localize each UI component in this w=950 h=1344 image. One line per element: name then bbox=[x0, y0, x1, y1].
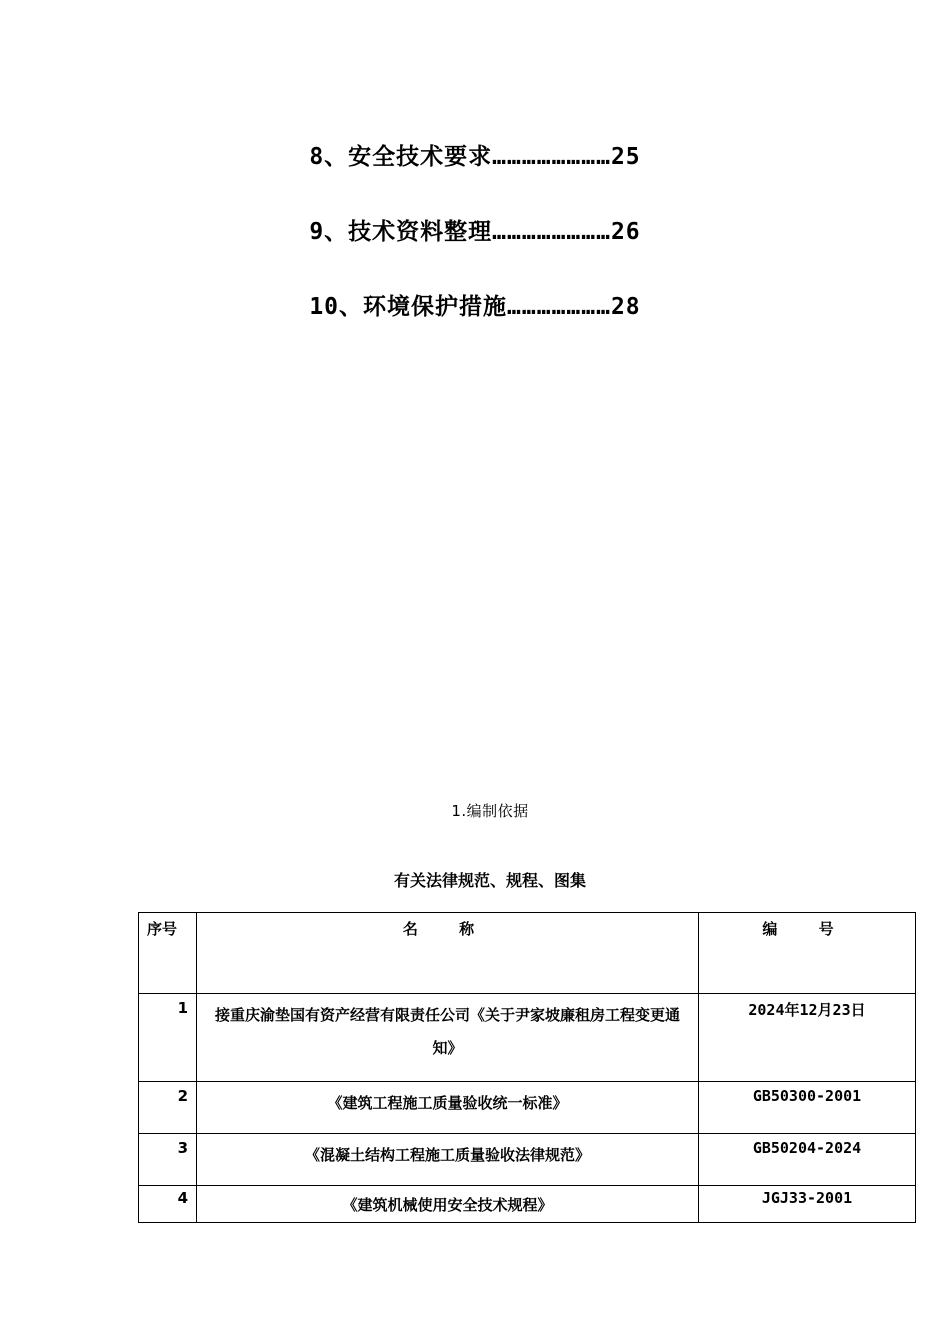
toc-entry-8[interactable]: 8、安全技术要求……………………25 bbox=[309, 144, 641, 170]
row-code: JGJ33-2001 bbox=[699, 1186, 916, 1223]
row-code: 2024年12月23日 bbox=[699, 994, 916, 1082]
row-name: 《建筑机械使用安全技术规程》 bbox=[197, 1186, 699, 1223]
table-caption: 有关法律规范、规程、图集 bbox=[393, 871, 586, 890]
header-no: 序号 bbox=[139, 913, 197, 994]
table-row bbox=[139, 994, 916, 1082]
table-row bbox=[139, 1082, 916, 1134]
table-row bbox=[139, 1134, 916, 1186]
row-name: 《建筑工程施工质量验收统一标准》 bbox=[197, 1082, 699, 1134]
row-no: 3 bbox=[139, 1134, 197, 1186]
row-no: 4 bbox=[139, 1186, 197, 1223]
row-name: 接重庆渝垫国有资产经营有限责任公司《关于尹家坡廉租房工程变更通知》 bbox=[197, 994, 699, 1082]
row-code: GB50204-2024 bbox=[699, 1134, 916, 1186]
toc-entry-9[interactable]: 9、技术资料整理……………………26 bbox=[309, 219, 641, 245]
header-code: 编 号 bbox=[699, 913, 916, 994]
section-heading: 1.编制依据 bbox=[451, 802, 529, 820]
table-header-row bbox=[139, 913, 916, 994]
table-row bbox=[139, 1186, 916, 1223]
header-name: 名 称 bbox=[197, 913, 699, 994]
row-code: GB50300-2001 bbox=[699, 1082, 916, 1134]
row-name: 《混凝土结构工程施工质量验收法律规范》 bbox=[197, 1134, 699, 1186]
row-no: 1 bbox=[139, 994, 197, 1082]
toc-entry-10[interactable]: 10、环境保护措施…………………28 bbox=[309, 294, 641, 320]
row-no: 2 bbox=[139, 1082, 197, 1134]
reference-table bbox=[138, 912, 916, 1223]
